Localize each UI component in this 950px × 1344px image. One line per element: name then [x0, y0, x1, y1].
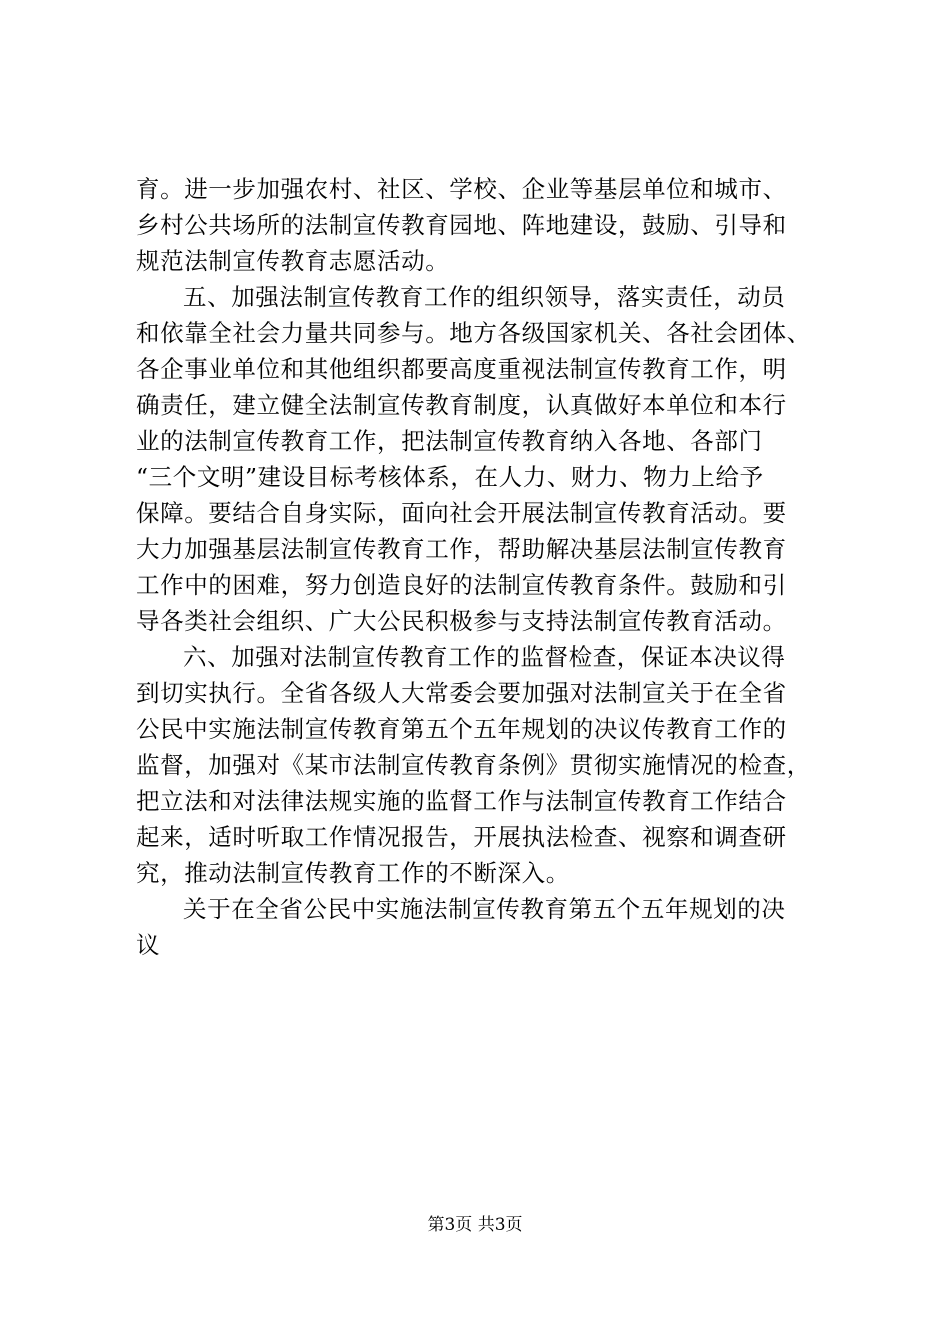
text-line: 把立法和对法律法规实施的监督工作与法制宣传教育工作结合	[136, 787, 787, 815]
document-title-line: 关于在全省公民中实施法制宣传教育第五个五年规划的决	[183, 895, 786, 923]
text-line: 和依靠全社会力量共同参与。地方各级国家机关、各社会团体、	[136, 319, 811, 347]
text-line: 工作中的困难，努力创造良好的法制宣传教育条件。鼓励和引	[136, 571, 787, 599]
text-line: 各企事业单位和其他组织都要高度重视法制宣传教育工作，明	[136, 355, 787, 383]
document-body	[136, 171, 836, 963]
text-line: 乡村公共场所的法制宣传教育园地、阵地建设，鼓励、引导和	[136, 211, 787, 239]
text-line: 规范法制宣传教育志愿活动。	[136, 247, 450, 275]
text-line: 起来，适时听取工作情况报告，开展执法检查、视察和调查研	[136, 823, 787, 851]
document-title-line: 议	[136, 931, 161, 959]
text-line: “三个文明”建设目标考核体系，在人力、财力、物力上给予	[136, 463, 764, 491]
paragraph-start-line: 五、加强法制宣传教育工作的组织领导，落实责任，动员	[183, 283, 786, 311]
text-line: 确责任，建立健全法制宣传教育制度，认真做好本单位和本行	[136, 391, 787, 419]
text-line: 业的法制宣传教育工作，把法制宣传教育纳入各地、各部门	[136, 427, 763, 455]
text-line: 到切实执行。全省各级人大常委会要加强对法制宣关于在全省	[136, 679, 787, 707]
paragraph-start-line: 六、加强对法制宣传教育工作的监督检查，保证本决议得	[183, 643, 786, 671]
text-line: 监督，加强对《某市法制宣传教育条例》贯彻实施情况的检查，	[136, 751, 811, 779]
text-line: 保障。要结合自身实际，面向社会开展法制宣传教育活动。要	[136, 499, 787, 527]
text-line: 育。进一步加强农村、社区、学校、企业等基层单位和城市、	[136, 175, 787, 203]
page-number-label: 第3页 共3页	[427, 1215, 523, 1235]
text-line: 导各类社会组织、广大公民积极参与支持法制宣传教育活动。	[136, 607, 787, 635]
text-line: 究，推动法制宣传教育工作的不断深入。	[136, 859, 570, 887]
text-line: 公民中实施法制宣传教育第五个五年规划的决议传教育工作的	[136, 715, 787, 743]
text-line: 大力加强基层法制宣传教育工作，帮助解决基层法制宣传教育	[136, 535, 787, 563]
page-footer	[0, 1213, 950, 1237]
